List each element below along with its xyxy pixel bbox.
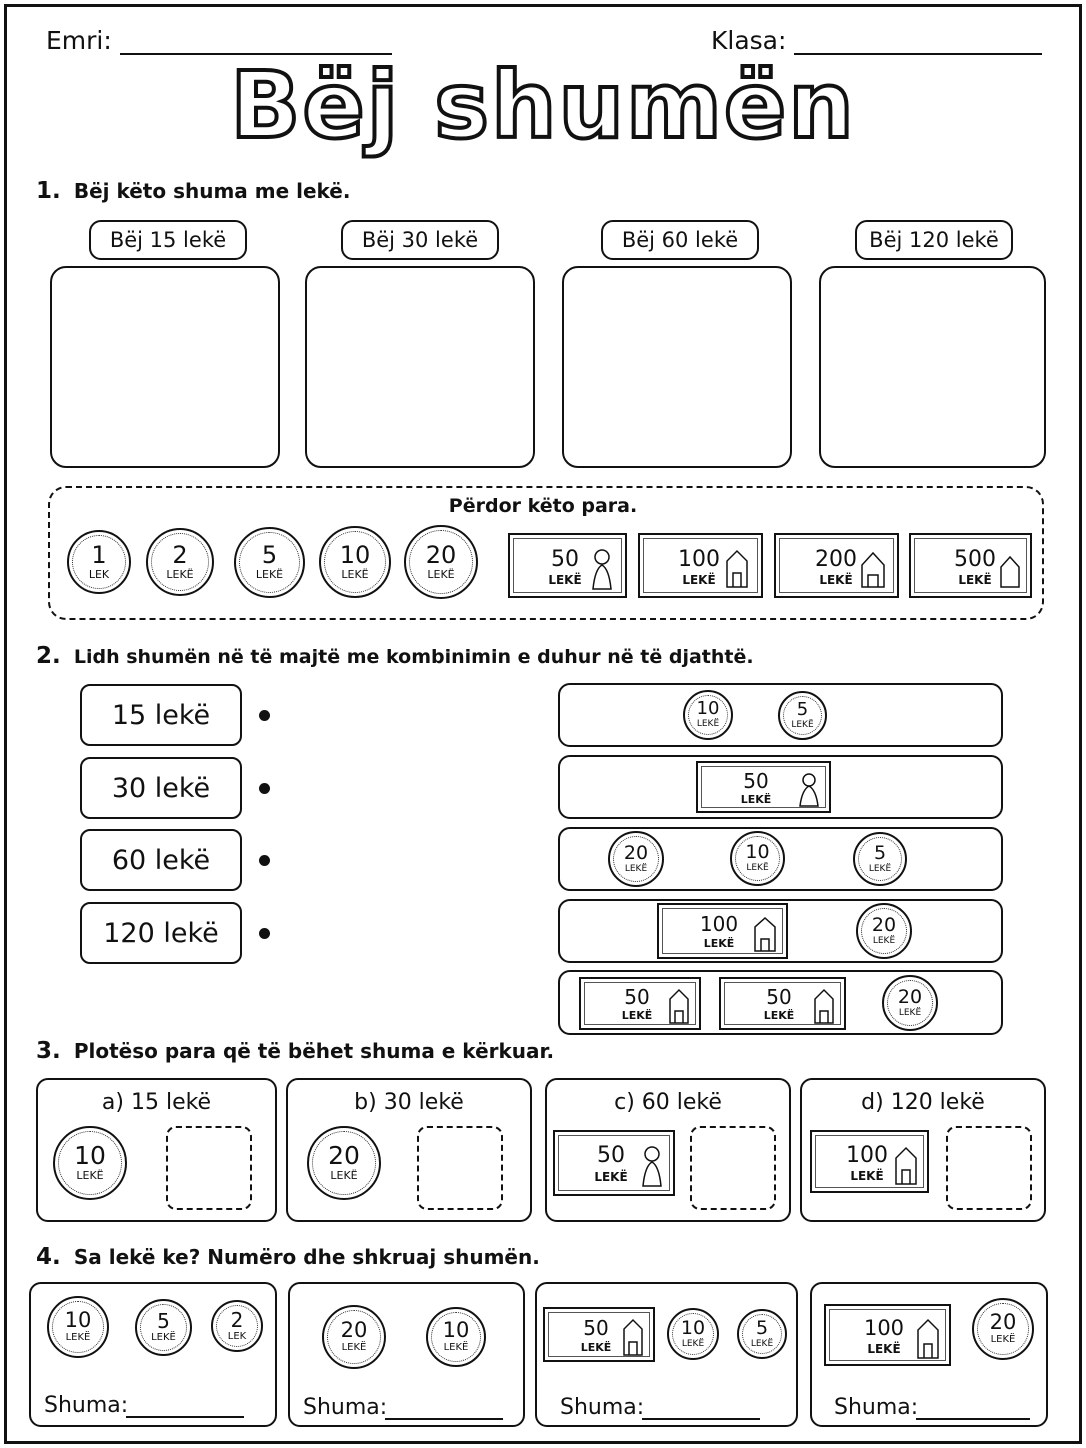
banknote-500: 500 LEKË [909, 533, 1032, 598]
coin-1: 1 LEK [67, 530, 131, 594]
sum-blank-2[interactable] [385, 1418, 503, 1420]
name-field [46, 26, 392, 55]
q3-label-c: c) 60 lekë [614, 1090, 722, 1115]
coin-20: 20 LEKË [307, 1126, 381, 1200]
banknote-100: 100 LEKË [824, 1304, 951, 1366]
coin-5: 5 LEKË [737, 1309, 787, 1359]
q2-amount-60: 60 lekë [80, 829, 242, 891]
banknote-50: 50 LEKË [579, 977, 701, 1030]
q3-answer-d[interactable] [946, 1126, 1032, 1210]
banknote-50: 50 LEKË [719, 977, 846, 1030]
q3-answer-b[interactable] [417, 1126, 503, 1210]
banknote-100: 100 LEKË [638, 533, 763, 598]
building-icon [812, 985, 836, 1025]
q3-label-b: b) 30 lekë [354, 1090, 464, 1115]
money-bank-label: Përdor këto para. [448, 495, 638, 517]
portrait-icon [589, 543, 615, 591]
connect-dot-4[interactable] [259, 928, 270, 939]
building-icon [752, 913, 778, 953]
banknote-50: 50 LEKË [696, 761, 831, 813]
banknote-100: 100 LEKË [657, 903, 788, 959]
q2-number: 2. [36, 643, 61, 669]
building-icon [998, 549, 1022, 589]
coin-5: 5 LEKË [778, 691, 827, 740]
q3-text: Plotëso para që të bëhet shuma e kërkuar. [73, 1039, 555, 1063]
sum-label-3: Shuma: [560, 1395, 645, 1420]
banknote-100: 100 LEKË [810, 1130, 929, 1193]
portrait-icon [639, 1140, 665, 1188]
q1-heading [36, 178, 350, 204]
coin-10: 10 LEKË [53, 1126, 127, 1200]
building-icon [893, 1142, 919, 1186]
q3-heading [36, 1038, 554, 1064]
coin-20: 20 LEKË [882, 975, 938, 1031]
page-title: Bëj shumën [230, 52, 856, 159]
q1-answer-box-4[interactable] [819, 266, 1046, 468]
q1-answer-box-2[interactable] [305, 266, 535, 468]
q2-heading [36, 643, 754, 669]
q3-label-a: a) 15 lekë [101, 1090, 212, 1115]
q2-amount-120: 120 lekë [80, 902, 242, 964]
q3-number: 3. [36, 1038, 61, 1064]
class-label: Klasa: [711, 26, 787, 55]
banknote-200: 200 LEKË [774, 533, 899, 598]
coin-5: 5 LEKË [234, 527, 305, 598]
q1-number: 1. [36, 178, 61, 204]
q1-target-30: Bëj 30 lekë [341, 220, 499, 260]
sum-label-1: Shuma: [44, 1393, 129, 1418]
q1-answer-box-1[interactable] [50, 266, 280, 468]
connect-dot-3[interactable] [259, 855, 270, 866]
q2-text: Lidh shumën në të majtë me kombinimin e duhur në të djathtë. [73, 646, 754, 668]
banknote-50: 50 LEKË [553, 1130, 675, 1196]
q1-target-60: Bëj 60 lekë [601, 220, 759, 260]
coin-10: 10 LEKË [667, 1308, 719, 1360]
sum-blank-4[interactable] [916, 1418, 1030, 1420]
coin-10: 10 LEKË [426, 1307, 486, 1367]
coin-5: 5 LEKË [135, 1299, 192, 1356]
class-field [711, 26, 1042, 55]
portrait-icon [797, 768, 821, 808]
coin-20: 20 LEKË [322, 1305, 386, 1369]
coin-10: 10 LEKË [319, 526, 391, 598]
q1-target-120: Bëj 120 lekë [855, 220, 1013, 260]
coin-10: 10 LEKË [47, 1296, 109, 1358]
coin-20: 20 LEKË [972, 1298, 1034, 1360]
coin-20: 20 LEKË [608, 831, 664, 887]
q3-label-d: d) 120 lekë [861, 1090, 985, 1115]
sum-blank-3[interactable] [642, 1418, 760, 1420]
q4-number: 4. [36, 1244, 61, 1270]
connect-dot-1[interactable] [259, 710, 270, 721]
q1-target-15: Bëj 15 lekë [89, 220, 247, 260]
q3-answer-a[interactable] [166, 1126, 252, 1210]
coin-10: 10 LEKË [730, 831, 785, 886]
coin-20: 20 LEKË [404, 525, 478, 599]
banknote-50: 50 LEKË [508, 533, 627, 598]
banknote-50: 50 LEKË [543, 1307, 655, 1362]
building-icon [723, 545, 751, 589]
building-icon [621, 1315, 645, 1357]
building-icon [915, 1314, 941, 1360]
coin-2: 2 LEK [211, 1300, 263, 1352]
building-icon [859, 545, 887, 589]
q3-answer-c[interactable] [690, 1126, 776, 1210]
connect-dot-2[interactable] [259, 783, 270, 794]
name-label: Emri: [46, 26, 112, 55]
q4-text: Sa lekë ke? Numëro dhe shkruaj shumën. [73, 1245, 540, 1269]
q2-amount-15: 15 lekë [80, 684, 242, 746]
coin-10: 10 LEKË [683, 690, 733, 740]
sum-label-2: Shuma: [303, 1395, 388, 1420]
q1-text: Bëj këto shuma me lekë. [73, 179, 351, 203]
coin-20: 20 LEKË [856, 903, 912, 959]
q1-answer-box-3[interactable] [562, 266, 792, 468]
q4-heading [36, 1244, 540, 1270]
coin-5: 5 LEKË [853, 832, 907, 886]
sum-blank-1[interactable] [126, 1416, 244, 1418]
q2-amount-30: 30 lekë [80, 757, 242, 819]
coin-2: 2 LEKË [146, 528, 214, 596]
building-icon [667, 985, 691, 1025]
sum-label-4: Shuma: [834, 1395, 919, 1420]
